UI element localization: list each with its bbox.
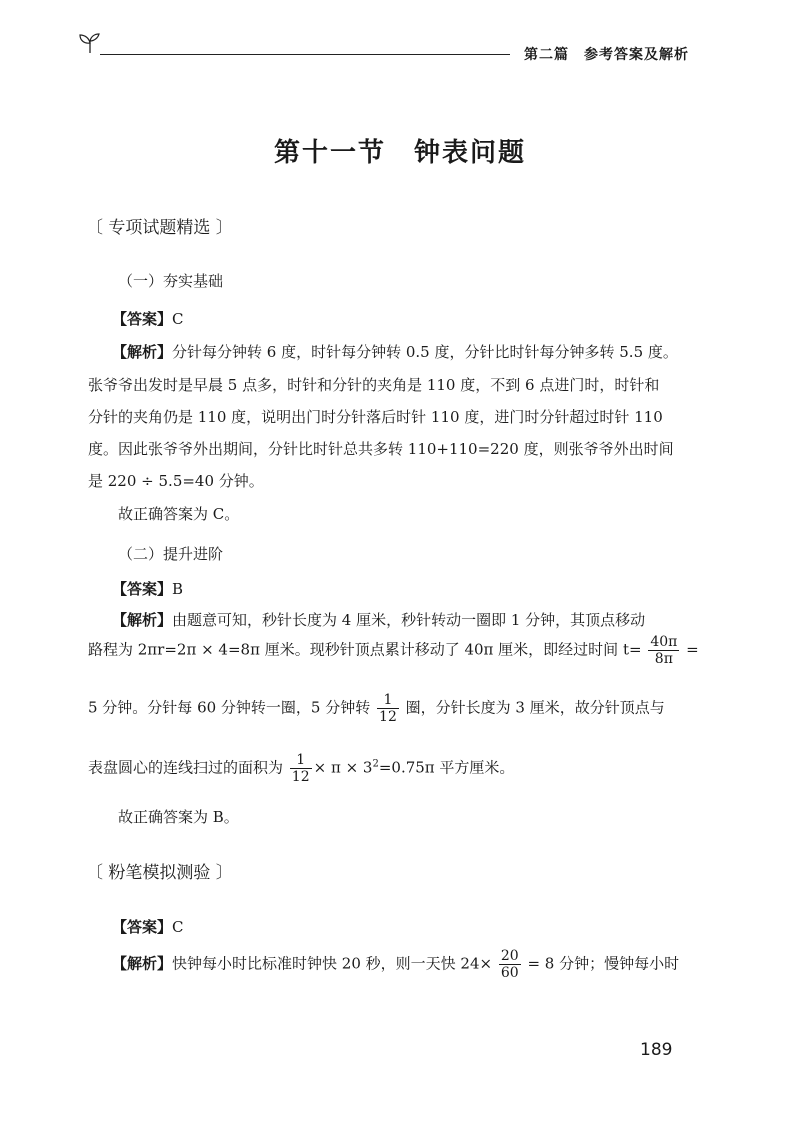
part1-analysis-line-2: 张爷爷出发时是早晨 5 点多，时针和分针的夹角是 110 度，不到 6 点进门时，时针和 — [88, 376, 660, 394]
part3-analysis-line-1 — [112, 948, 679, 981]
analysis-text: =0.75π 平方厘米。 — [378, 758, 515, 777]
fraction-denominator: 12 — [379, 709, 397, 726]
part1-analysis-line-3: 分针的夹角仍是 110 度，说明出门时分针落后时针 110 度，进门时分针超过时针 110 — [88, 408, 663, 426]
part2-heading: （二）提升进阶 — [118, 545, 224, 563]
part2-analysis-line-4 — [88, 752, 514, 785]
part1-heading: （一）夯实基础 — [118, 272, 224, 290]
part2-answer — [112, 578, 183, 599]
part1-analysis-line-1 — [112, 341, 678, 362]
analysis-text: 分针每分钟转 6 度，时针每分钟转 0.5 度，分针比时针每分钟多转 5.5 度。 — [172, 343, 678, 361]
equals-sign: = — [686, 640, 699, 659]
exponent: 2 — [372, 758, 379, 770]
part3-answer — [112, 916, 184, 937]
part1-analysis-line-5: 是 220 ÷ 5.5=40 分钟。 — [88, 472, 264, 490]
analysis-text: 圈，分针长度为 3 厘米，故分针顶点与 — [405, 698, 665, 717]
fraction-numerator: 1 — [290, 752, 312, 769]
fraction-denominator: 12 — [291, 769, 310, 786]
answer-label: 【答案】 — [112, 310, 173, 328]
fraction-20-over-60 — [499, 948, 521, 981]
analysis-label: 【解析】 — [112, 611, 173, 629]
fraction-numerator: 1 — [377, 692, 399, 709]
page-number: 189 — [640, 1040, 673, 1060]
analysis-text: 表盘圆心的连线扫过的面积为 — [88, 758, 284, 777]
part1-answer — [112, 308, 184, 329]
fraction-40pi-over-8pi — [648, 634, 679, 667]
fraction-numerator: 40π — [650, 634, 678, 650]
analysis-text: × π × 3 — [313, 758, 373, 777]
part1-conclusion: 故正确答案为 C。 — [118, 505, 240, 523]
part1-analysis-line-4: 度。因此张爷爷外出期间，分针比时针总共多转 110+110=220 度，则张爷爷外出时间 — [88, 440, 674, 458]
fraction-numerator: 20 — [500, 948, 519, 964]
fraction-1-over-12 — [377, 692, 399, 725]
part2-analysis-line-3 — [88, 692, 665, 725]
header-rule — [100, 54, 510, 55]
sprout-icon — [78, 32, 102, 54]
section-heading-mock: 〔 粉笔模拟测验 〕 — [86, 863, 233, 883]
analysis-text: 路程为 2πr=2π × 4=8π 厘米。现秒针顶点累计移动了 40π 厘米，即经过时间 t= — [88, 640, 642, 659]
analysis-text: 由题意可知，秒针长度为 4 厘米，秒针转动一圈即 1 分钟，其顶点移动 — [172, 611, 646, 629]
header-section-label: 第二篇 参考答案及解析 — [524, 47, 689, 63]
analysis-text: = 8 分钟；慢钟每小时 — [527, 954, 680, 973]
answer-label: 【答案】 — [112, 580, 173, 598]
part2-analysis-line-2 — [88, 634, 699, 667]
fraction-1-over-12 — [290, 752, 312, 785]
analysis-text: 5 分钟。分针每 60 分钟转一圈，5 分钟转 — [88, 698, 371, 717]
answer-label: 【答案】 — [112, 918, 173, 936]
page-title: 第十一节 钟表问题 — [273, 138, 526, 168]
fraction-denominator: 8π — [654, 651, 673, 668]
analysis-label: 【解析】 — [112, 343, 173, 361]
analysis-label: 【解析】 — [112, 954, 173, 973]
answer-value: C — [172, 918, 184, 936]
part2-analysis-line-1 — [112, 609, 645, 630]
analysis-text: 快钟每小时比标准时钟快 20 秒，则一天快 24× — [172, 954, 493, 973]
answer-value: C — [172, 310, 184, 328]
fraction-denominator: 60 — [500, 965, 519, 982]
section-heading-selected: 〔 专项试题精选 〕 — [86, 218, 233, 238]
answer-value: B — [172, 580, 184, 598]
part2-conclusion: 故正确答案为 B。 — [118, 808, 239, 826]
